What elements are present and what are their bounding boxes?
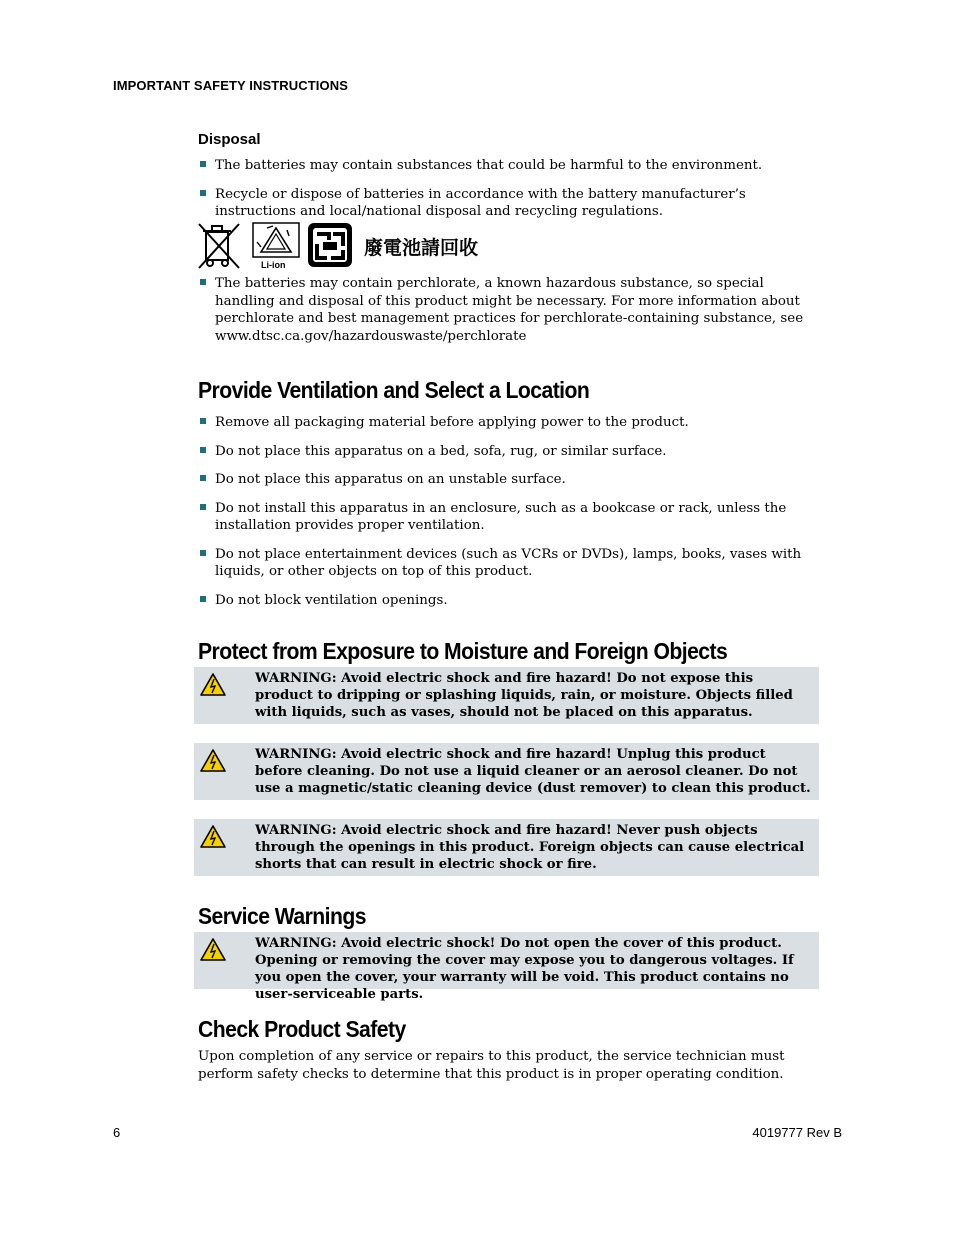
bullet-icon — [200, 190, 206, 196]
document-id: 4019777 Rev B — [752, 1125, 842, 1140]
bullet-icon — [200, 279, 206, 285]
check-heading: Check Product Safety — [198, 1016, 406, 1042]
page-number: 6 — [113, 1125, 121, 1140]
crossed-bin-icon — [199, 224, 239, 268]
list-item: The batteries may contain perchlorate, a known hazardous substance, so special handling and disposal of this product might be necessary. For more information about perchlorate and best management practices for perchlorate-containing substance, see www.dtsc.ca.gov/hazardouswaste/perchlorate — [198, 275, 823, 345]
list-item: Do not place entertainment devices (such as VCRs or DVDs), lamps, books, vases with liquids, or other objects on top of this product. — [198, 546, 823, 581]
warning-box — [194, 667, 819, 724]
disposal-icons — [197, 222, 497, 268]
list-item: Recycle or dispose of batteries in accordance with the battery manufacturer’s instructions and local/national disposal and recycling regulations. — [198, 186, 823, 221]
ventilation-list — [198, 414, 823, 620]
warning-box — [194, 819, 819, 876]
moisture-heading: Protect from Exposure to Moisture and Foreign Objects — [198, 638, 728, 664]
bullet-icon — [200, 596, 206, 602]
taiwan-recycle-icon — [308, 223, 478, 267]
recycle-icon — [253, 223, 299, 270]
warning-text: WARNING: Avoid electric shock and fire hazard! Unplug this product before cleaning. Do not use a liquid cleaner or an aerosol cleaner. Do not use a magnetic/static cleaning device (dust remover) to clean this product. — [255, 747, 811, 797]
list-item: Remove all packaging material before applying power to the product. — [198, 414, 823, 432]
liion-label: Li-ion — [261, 260, 286, 270]
list-item: Do not place this apparatus on an unstable surface. — [198, 471, 823, 489]
warning-triangle-icon — [199, 672, 227, 698]
list-item: Do not install this apparatus in an enclosure, such as a bookcase or rack, unless the installation provides proper ventilation. — [198, 500, 823, 535]
taiwan-recycle-text: 廢電池請回收 — [364, 237, 479, 259]
perchlorate-list — [198, 275, 823, 356]
warning-text: WARNING: Avoid electric shock and fire hazard! Do not expose this product to dripping or splashing liquids, rain, or moisture. Objects filled with liquids, such as vases, should not be placed on this apparatus. — [255, 671, 793, 721]
bullet-icon — [200, 447, 206, 453]
bullet-icon — [200, 475, 206, 481]
bullet-icon — [200, 161, 206, 167]
warning-text: WARNING: Avoid electric shock and fire hazard! Never push objects through the openings in this product. Foreign objects can cause electrical shorts that can result in electric shock or fire. — [255, 823, 805, 873]
warning-triangle-icon — [199, 937, 227, 963]
list-item: Do not place this apparatus on a bed, sofa, rug, or similar surface. — [198, 443, 823, 461]
bullet-icon — [200, 550, 206, 556]
disposal-list — [198, 157, 823, 232]
running-head: IMPORTANT SAFETY INSTRUCTIONS — [113, 78, 348, 93]
warning-box — [194, 743, 819, 800]
bullet-icon — [200, 504, 206, 510]
ventilation-heading: Provide Ventilation and Select a Location — [198, 377, 590, 403]
list-item: The batteries may contain substances that could be harmful to the environment. — [198, 157, 823, 175]
warning-triangle-icon — [199, 748, 227, 774]
check-paragraph: Upon completion of any service or repairs to this product, the service technician must perform safety checks to determine that this product is in proper operating condition. — [198, 1049, 785, 1082]
warning-box — [194, 932, 819, 1003]
bullet-icon — [200, 418, 206, 424]
list-item: Do not block ventilation openings. — [198, 592, 823, 610]
warning-triangle-icon — [199, 824, 227, 850]
disposal-heading: Disposal — [198, 131, 261, 148]
service-heading: Service Warnings — [198, 903, 366, 929]
warning-text: WARNING: Avoid electric shock! Do not open the cover of this product. Opening or removing the cover may expose you to dangerous voltages. If you open the cover, your warranty will be void. This product contains no user-serviceable parts. — [255, 936, 794, 1003]
